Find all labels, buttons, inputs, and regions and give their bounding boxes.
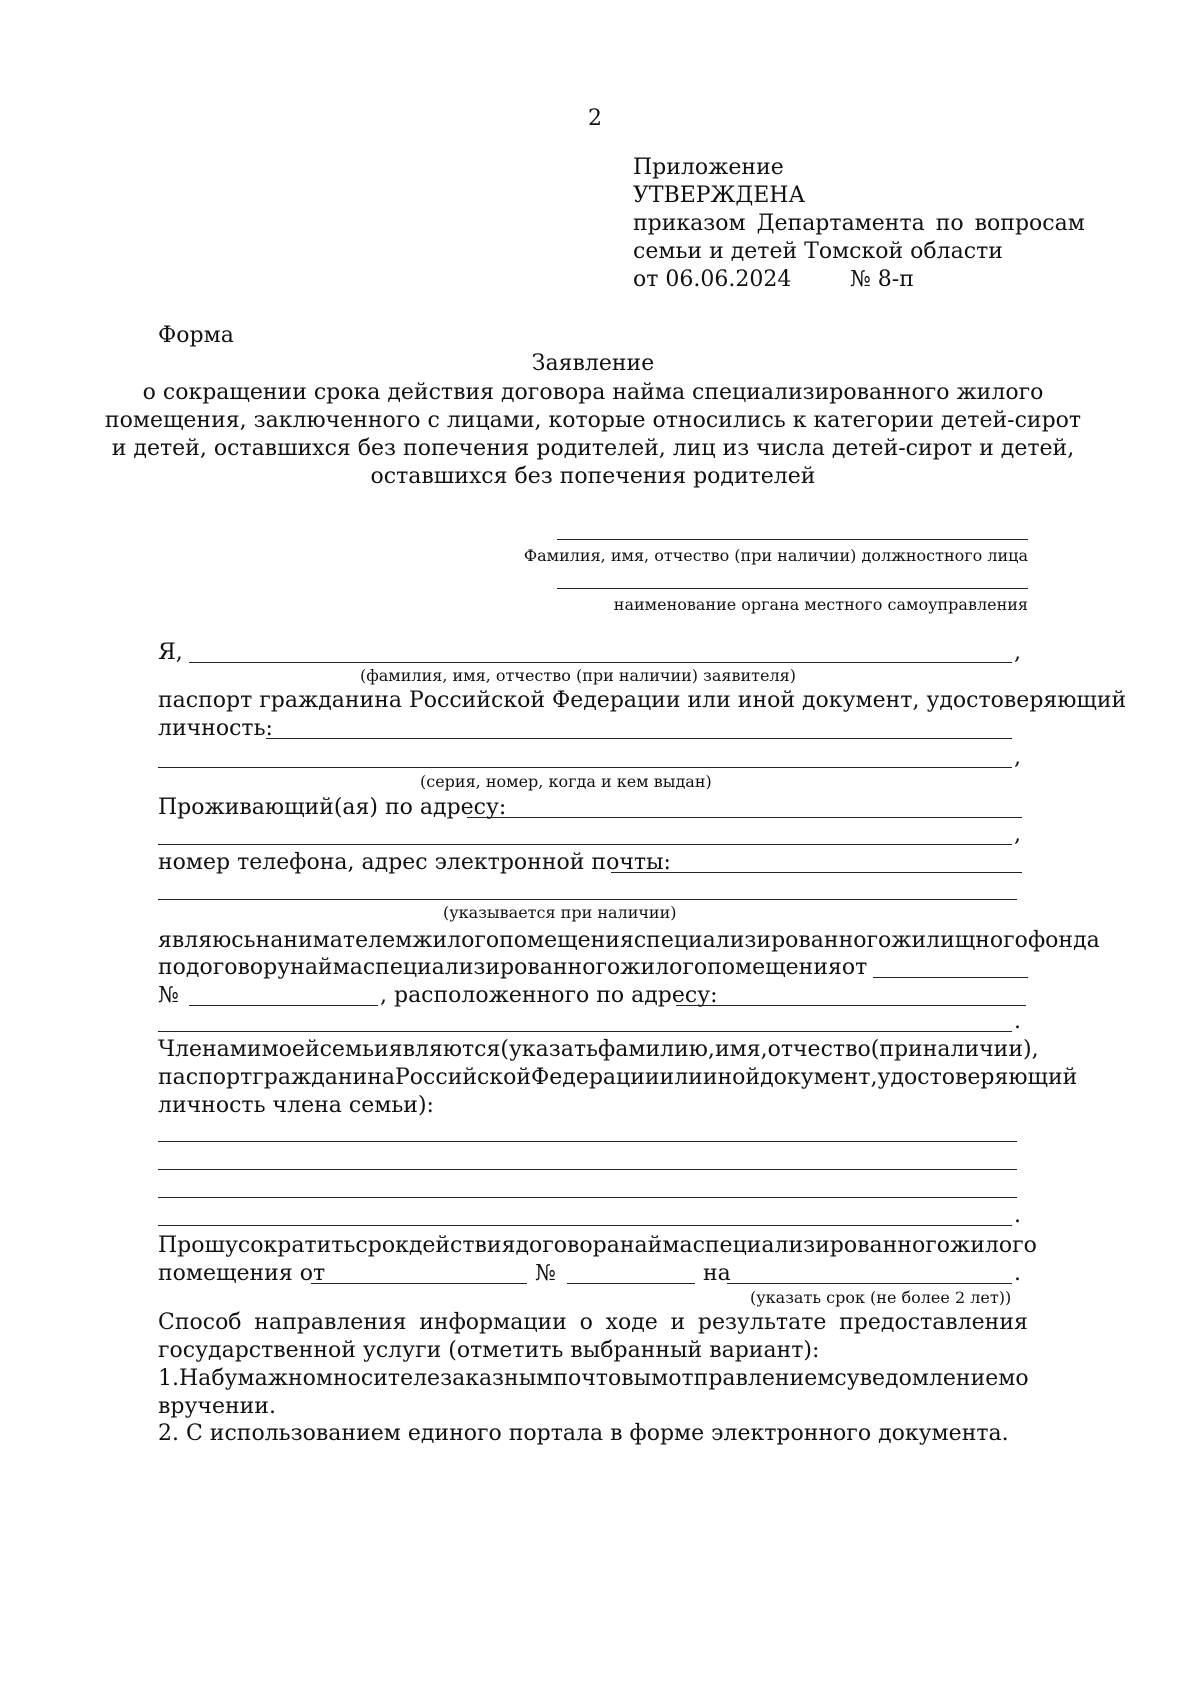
family-word: моей [261,1037,320,1062]
family-word: паспорт [158,1065,253,1090]
tenancy-located-text: , расположенного по адресу: [380,983,718,1008]
family-word: или [659,1065,703,1090]
document-title: Заявление [531,351,655,376]
family-word: (при [870,1037,923,1062]
family-word: семьи [319,1037,389,1062]
method-word: носителе [333,1366,441,1391]
request-date-line[interactable] [311,1283,527,1284]
identity-line[interactable] [266,738,1012,739]
approval-number: № 8-п [850,267,914,292]
tenancy-word: от [841,955,868,980]
tenancy-word: помещения [499,928,634,953]
form-label: Форма [158,323,234,348]
tenancy-word: нанимателем [255,928,413,953]
tenancy-address-line-2[interactable] [158,1031,1012,1032]
method-word: ходе [605,1310,658,1335]
request-from-text: помещения от [158,1261,326,1286]
applicant-name-caption: (фамилия, имя, отчество (при наличии) заявителя) [360,666,796,685]
phone-label: номер телефона, адрес электронной почты: [158,850,671,875]
family-entry-line[interactable] [158,1141,1017,1142]
tenancy-word: договору [185,955,291,980]
tenancy-word: помещения [707,955,842,980]
request-na-text: на [703,1261,731,1286]
family-word: удостоверяющий [877,1065,1078,1090]
page-number: 2 [588,106,602,131]
approval-line-approved: УТВЕРЖДЕНА [633,183,806,208]
approval-order-text: приказом Департамента по вопросам [633,211,1085,236]
request-word: действия [408,1233,516,1258]
request-word: жилого [949,1233,1037,1258]
family-entry-line[interactable] [158,1225,1012,1226]
family-line-3: личность члена семьи): [158,1093,434,1118]
request-word: найма [619,1233,693,1258]
family-entry-line[interactable] [158,1197,1017,1198]
family-word: являются [388,1037,501,1062]
family-word: (указать [500,1037,599,1062]
authority-name-caption: наименование органа местного самоуправления [613,595,1028,614]
identity-comma: , [1014,745,1021,770]
approval-line-department: семьи и детей Томской области [633,239,1003,264]
method-word: 1. [158,1366,179,1391]
family-word: фамилию, [598,1037,715,1062]
method-line-2: государственной услуги (отметить выбранный вариант): [158,1338,820,1363]
request-word: специализированного [692,1233,950,1258]
family-period: . [1014,1203,1021,1228]
method-word: и [670,1310,686,1335]
family-word: Российской [395,1065,531,1090]
tenancy-address-line[interactable] [676,1005,1026,1006]
request-no-sign: № [535,1261,556,1286]
method-word: отправлением [668,1366,835,1391]
request-period: . [1014,1261,1021,1286]
request-word: сократить [237,1233,356,1258]
tenancy-word: по [158,955,186,980]
method-word: о [1015,1366,1029,1391]
family-word: Федерации [531,1065,660,1090]
identity-label: личность: [158,716,273,741]
tenancy-number-line[interactable] [189,1005,378,1006]
family-line-1 [158,1037,1039,1062]
family-word: гражданина [252,1065,395,1090]
method-word: о [579,1310,593,1335]
applicant-name-line[interactable] [189,662,1012,663]
tenancy-word: специализированного [362,955,621,980]
address-comma: , [1014,822,1021,847]
title-line-2: помещения, заключенного с лицами, которые относились к категории детей-сирот [104,408,1082,433]
address-line[interactable] [467,817,1022,818]
applicant-name-comma: , [1014,640,1021,665]
request-term-caption: (указать срок (не более 2 лет)) [750,1288,1012,1307]
tenancy-word: жилого [620,955,708,980]
request-word: договора [515,1233,620,1258]
tenancy-word: жилищного [891,928,1028,953]
request-word: Прошу [158,1233,238,1258]
method-word: бумажном [211,1366,333,1391]
method-word: уведомлением [846,1366,1016,1391]
tenancy-no-sign: № [158,983,179,1008]
method-line-1 [158,1310,1028,1335]
family-line-2 [158,1065,1078,1090]
applicant-ya: Я, [158,640,183,665]
method-word: направления [254,1310,407,1335]
method-word: информации [419,1310,567,1335]
tenancy-line-1 [158,928,1100,953]
method-word: почтовым [553,1366,669,1391]
tenancy-date-line[interactable] [873,977,1028,978]
tenancy-word: являюсь [158,928,256,953]
family-word: наличии), [922,1037,1039,1062]
title-line-1: о сокращении срока действия договора найма специализированного жилого [142,380,1044,405]
request-term-line[interactable] [727,1283,1012,1284]
approval-line-appendix: Приложение [633,155,784,180]
family-entry-line[interactable] [158,1169,1017,1170]
address-line-2[interactable] [158,844,1012,845]
request-word: срок [355,1233,409,1258]
passport-caption: (серия, номер, когда и кем выдан) [420,772,712,791]
family-word: Членами [158,1037,262,1062]
tenancy-word: фонда [1027,928,1100,953]
phone-line-2[interactable] [158,899,1017,900]
method-word: результате [697,1310,827,1335]
family-word: отчество [767,1037,871,1062]
title-line-3: и детей, оставшихся без попечения родителей, лиц из числа детей-сирот и детей, [111,436,1075,461]
request-line-1 [158,1233,1037,1258]
method-word: предоставления [839,1310,1028,1335]
method-option-1-cont: вручении. [158,1394,276,1419]
family-word: иной [702,1065,761,1090]
tenancy-period: . [1014,1009,1021,1034]
title-line-4: оставшихся без попечения родителей [370,464,816,489]
official-name-line[interactable] [557,539,1028,540]
method-option-2[interactable]: 2. С использованием единого портала в форме электронного документа. [158,1421,1009,1446]
official-name-caption: Фамилия, имя, отчество (при наличии) должностного лица [523,546,1028,565]
method-word: заказным [440,1366,554,1391]
method-word: с [834,1366,847,1391]
authority-name-line[interactable] [557,588,1028,589]
method-word: На [179,1366,212,1391]
approval-line-order [633,211,1085,236]
tenancy-word: специализированного [633,928,892,953]
family-word: имя, [714,1037,768,1062]
tenancy-word: найма [290,955,363,980]
approval-date: от 06.06.2024 [633,267,792,292]
method-word: Способ [158,1310,242,1335]
tenancy-word: жилого [412,928,500,953]
family-word: документ, [760,1065,878,1090]
tenancy-line-2 [158,955,868,980]
phone-caption: (указывается при наличии) [443,903,677,922]
request-number-line[interactable] [567,1283,695,1284]
address-label: Проживающий(ая) по адресу: [158,795,507,820]
passport-line: паспорт гражданина Российской Федерации или иной документ, удостоверяющий [158,688,1127,713]
method-option-1[interactable] [158,1366,1028,1391]
identity-line-2[interactable] [158,767,1012,768]
phone-line[interactable] [611,872,1022,873]
